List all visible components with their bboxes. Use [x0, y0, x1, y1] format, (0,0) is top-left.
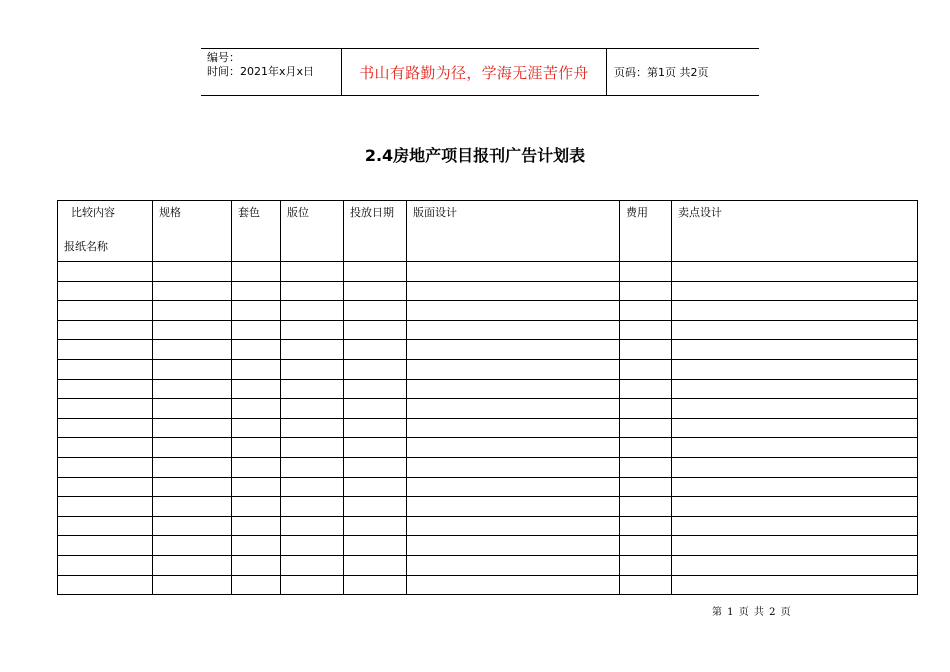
table-cell[interactable] — [153, 477, 232, 497]
table-cell[interactable] — [672, 359, 918, 379]
table-cell[interactable] — [281, 340, 344, 360]
table-row — [58, 575, 918, 595]
table-cell[interactable] — [672, 399, 918, 419]
table-cell[interactable] — [672, 555, 918, 575]
table-cell[interactable] — [281, 399, 344, 419]
table-cell[interactable] — [281, 379, 344, 399]
table-cell[interactable] — [281, 497, 344, 517]
table-cell[interactable] — [344, 575, 407, 595]
table-cell[interactable] — [672, 497, 918, 517]
table-cell[interactable] — [620, 340, 672, 360]
table-cell[interactable] — [58, 301, 153, 321]
table-cell[interactable] — [232, 399, 281, 419]
table-cell[interactable] — [281, 359, 344, 379]
table-cell[interactable] — [153, 418, 232, 438]
table-cell[interactable] — [672, 320, 918, 340]
column-header-spec: 规格 — [153, 201, 232, 262]
table-cell[interactable] — [153, 281, 232, 301]
table-cell[interactable] — [620, 399, 672, 419]
table-cell[interactable] — [407, 281, 620, 301]
table-cell[interactable] — [58, 438, 153, 458]
table-cell[interactable] — [407, 340, 620, 360]
table-cell[interactable] — [232, 359, 281, 379]
table-cell[interactable] — [672, 438, 918, 458]
table-row — [58, 281, 918, 301]
header-slogan: 书山有路勤为径，学海无涯苦作舟 — [342, 49, 607, 95]
table-cell[interactable] — [281, 262, 344, 282]
table-cell[interactable] — [344, 359, 407, 379]
table-cell[interactable] — [153, 438, 232, 458]
table-header-row — [58, 201, 918, 262]
header-info-cell — [201, 49, 342, 95]
table-row — [58, 418, 918, 438]
table-cell[interactable] — [344, 399, 407, 419]
table-row — [58, 340, 918, 360]
table-cell[interactable] — [153, 399, 232, 419]
column-header-layout-design: 版面设计 — [407, 201, 620, 262]
table-cell[interactable] — [153, 457, 232, 477]
table-cell[interactable] — [407, 516, 620, 536]
table-cell[interactable] — [344, 438, 407, 458]
document-header — [201, 48, 759, 96]
table-row — [58, 399, 918, 419]
table-cell[interactable] — [281, 477, 344, 497]
table-cell[interactable] — [232, 497, 281, 517]
table-cell[interactable] — [153, 262, 232, 282]
table-cell[interactable] — [58, 555, 153, 575]
table-cell[interactable] — [58, 399, 153, 419]
table-cell[interactable] — [58, 477, 153, 497]
table-cell[interactable] — [58, 379, 153, 399]
table-cell[interactable] — [407, 379, 620, 399]
table-cell[interactable] — [672, 281, 918, 301]
table-row — [58, 262, 918, 282]
table-cell[interactable] — [407, 457, 620, 477]
table-row — [58, 497, 918, 517]
code-label: 编号： — [207, 51, 240, 64]
table-cell[interactable] — [232, 438, 281, 458]
time-label: 时间：2021年x月x日 — [207, 65, 315, 78]
table-cell[interactable] — [672, 575, 918, 595]
table-cell[interactable] — [344, 555, 407, 575]
table-cell[interactable] — [232, 379, 281, 399]
table-cell[interactable] — [407, 301, 620, 321]
column-header-selling-point: 卖点设计 — [672, 201, 918, 262]
table-cell[interactable] — [58, 281, 153, 301]
table-cell[interactable] — [58, 320, 153, 340]
table-cell[interactable] — [620, 359, 672, 379]
table-cell[interactable] — [620, 477, 672, 497]
table-cell[interactable] — [344, 418, 407, 438]
table-cell[interactable] — [281, 516, 344, 536]
table-cell[interactable] — [672, 340, 918, 360]
table-cell[interactable] — [344, 281, 407, 301]
table-cell[interactable] — [232, 536, 281, 556]
table-cell[interactable] — [281, 281, 344, 301]
header-page-label: 页码：第1页 共2页 — [614, 66, 709, 79]
table-cell[interactable] — [232, 340, 281, 360]
table-cell[interactable] — [281, 418, 344, 438]
corner-label-compare: 比较内容 — [71, 206, 115, 219]
column-header-cost: 费用 — [620, 201, 672, 262]
table-cell[interactable] — [672, 262, 918, 282]
table-cell[interactable] — [232, 477, 281, 497]
table-cell[interactable] — [153, 359, 232, 379]
table-cell[interactable] — [620, 320, 672, 340]
table-cell[interactable] — [620, 281, 672, 301]
table-cell[interactable] — [620, 379, 672, 399]
table-cell[interactable] — [620, 438, 672, 458]
table-row — [58, 516, 918, 536]
table-row — [58, 359, 918, 379]
table-cell[interactable] — [620, 536, 672, 556]
table-cell[interactable] — [620, 516, 672, 536]
table-cell[interactable] — [672, 457, 918, 477]
table-cell[interactable] — [620, 575, 672, 595]
table-cell[interactable] — [58, 340, 153, 360]
corner-header-cell — [58, 201, 153, 262]
column-header-color: 套色 — [232, 201, 281, 262]
table-cell[interactable] — [153, 379, 232, 399]
table-cell[interactable] — [281, 438, 344, 458]
column-header-position: 版位 — [281, 201, 344, 262]
table-cell[interactable] — [620, 418, 672, 438]
table-cell[interactable] — [620, 262, 672, 282]
table-row — [58, 320, 918, 340]
table-cell[interactable] — [232, 575, 281, 595]
table-cell[interactable] — [344, 536, 407, 556]
table-cell[interactable] — [281, 301, 344, 321]
table-cell[interactable] — [344, 516, 407, 536]
table-cell[interactable] — [344, 477, 407, 497]
table-cell[interactable] — [407, 575, 620, 595]
table-cell[interactable] — [407, 555, 620, 575]
table-cell[interactable] — [407, 536, 620, 556]
table-cell[interactable] — [232, 301, 281, 321]
table-cell[interactable] — [281, 457, 344, 477]
table-cell[interactable] — [672, 379, 918, 399]
table-cell[interactable] — [620, 301, 672, 321]
table-body — [58, 262, 918, 595]
table-cell[interactable] — [58, 516, 153, 536]
table-cell[interactable] — [407, 262, 620, 282]
table-cell[interactable] — [407, 418, 620, 438]
table-cell[interactable] — [672, 301, 918, 321]
table-cell[interactable] — [153, 555, 232, 575]
table-row — [58, 536, 918, 556]
table-cell[interactable] — [281, 555, 344, 575]
table-cell[interactable] — [232, 281, 281, 301]
table-cell[interactable] — [344, 320, 407, 340]
table-cell[interactable] — [407, 497, 620, 517]
table-cell[interactable] — [232, 418, 281, 438]
table-cell[interactable] — [153, 340, 232, 360]
table-cell[interactable] — [344, 262, 407, 282]
table-cell[interactable] — [672, 516, 918, 536]
table-cell[interactable] — [232, 516, 281, 536]
table-cell[interactable] — [344, 340, 407, 360]
table-cell[interactable] — [58, 418, 153, 438]
table-cell[interactable] — [153, 497, 232, 517]
table-cell[interactable] — [58, 359, 153, 379]
table-cell[interactable] — [281, 536, 344, 556]
table-cell[interactable] — [153, 516, 232, 536]
table-cell[interactable] — [281, 575, 344, 595]
table-cell[interactable] — [344, 301, 407, 321]
table-cell[interactable] — [232, 555, 281, 575]
table-row — [58, 477, 918, 497]
table-cell[interactable] — [58, 262, 153, 282]
table-cell[interactable] — [407, 399, 620, 419]
table-cell[interactable] — [153, 575, 232, 595]
table-cell[interactable] — [232, 262, 281, 282]
table-cell[interactable] — [620, 555, 672, 575]
table-cell[interactable] — [58, 457, 153, 477]
table-row — [58, 379, 918, 399]
table-cell[interactable] — [153, 536, 232, 556]
table-cell[interactable] — [407, 477, 620, 497]
table-cell[interactable] — [344, 497, 407, 517]
table-cell[interactable] — [153, 320, 232, 340]
page-footer: 第 1 页 共 2 页 — [712, 607, 792, 618]
table-cell[interactable] — [407, 320, 620, 340]
table-cell[interactable] — [672, 418, 918, 438]
table-cell[interactable] — [58, 536, 153, 556]
table-cell[interactable] — [153, 301, 232, 321]
table-row — [58, 438, 918, 458]
table-cell[interactable] — [344, 379, 407, 399]
table-cell[interactable] — [58, 497, 153, 517]
table-cell[interactable] — [232, 320, 281, 340]
table-cell[interactable] — [281, 320, 344, 340]
corner-label-newspaper: 报纸名称 — [64, 240, 108, 253]
table-cell[interactable] — [620, 497, 672, 517]
table-cell[interactable] — [620, 457, 672, 477]
page-title: 2.4房地产项目报刊广告计划表 — [364, 146, 586, 165]
table-cell[interactable] — [407, 359, 620, 379]
table-cell[interactable] — [58, 575, 153, 595]
table-cell[interactable] — [407, 438, 620, 458]
table-cell[interactable] — [672, 477, 918, 497]
table-row — [58, 457, 918, 477]
column-header-date: 投放日期 — [344, 201, 407, 262]
ad-plan-table — [57, 200, 918, 595]
table-cell[interactable] — [232, 457, 281, 477]
table-cell[interactable] — [672, 536, 918, 556]
table-row — [58, 555, 918, 575]
table-row — [58, 301, 918, 321]
table-cell[interactable] — [344, 457, 407, 477]
